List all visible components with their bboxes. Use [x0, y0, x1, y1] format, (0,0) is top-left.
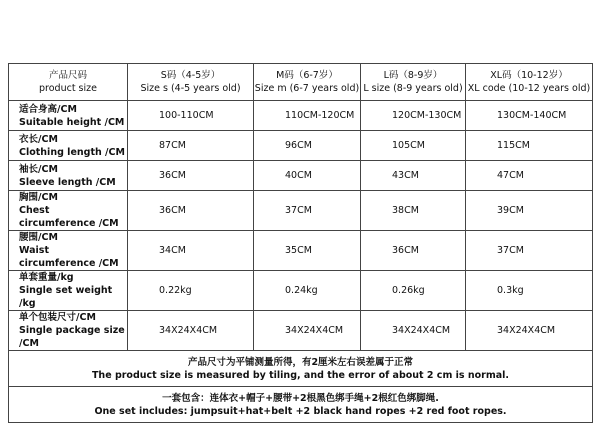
row-label-cell: [9, 131, 128, 161]
row-label-cell: [9, 271, 128, 311]
row-label-zh: 单个包装尺寸/CM: [19, 312, 96, 323]
row-label-zh: 适合身高/CM: [19, 103, 77, 115]
header-size-en: Size m (6-7 years old): [254, 83, 360, 94]
value-cell: 96CM: [254, 131, 361, 161]
row-label-en: Waist circumference /CM: [19, 245, 119, 269]
value-cell: 47CM: [466, 161, 593, 191]
row-label-cell: [9, 161, 128, 191]
value-cell: 34CM: [128, 231, 254, 271]
row-label-en: Sleeve length /CM: [19, 176, 116, 188]
value-cell: 115CM: [466, 131, 593, 161]
header-size-en: XL code (10-12 years old): [467, 83, 591, 94]
value-cell: 105CM: [361, 131, 466, 161]
table-row: [9, 191, 593, 231]
value-cell: 43CM: [361, 161, 466, 191]
header-size-m: [254, 64, 361, 101]
header-label-en: product size: [39, 83, 97, 94]
value-cell: 0.3kg: [466, 271, 593, 311]
value-cell: 0.26kg: [361, 271, 466, 311]
value-cell: 100-110CM: [128, 101, 254, 131]
value-cell: 34X24X4CM: [128, 311, 254, 351]
note-row: [9, 351, 593, 387]
row-label-zh: 衣长/CM: [19, 133, 58, 145]
header-size-xl: [466, 64, 593, 101]
note-zh: 产品尺寸为平铺测量所得，有2厘米左右误差属于正常: [187, 356, 414, 368]
set-contents-note-cell: [9, 387, 593, 423]
header-size-zh: S码（4-5岁）: [160, 70, 221, 81]
header-label-cell: [9, 64, 128, 101]
row-label-cell: [9, 231, 128, 271]
header-size-en: Size s (4-5 years old): [140, 83, 241, 94]
row-label-cell: [9, 191, 128, 231]
value-cell: 39CM: [466, 191, 593, 231]
value-cell: 35CM: [254, 231, 361, 271]
value-cell: 34X24X4CM: [361, 311, 466, 351]
row-label-cell: [9, 101, 128, 131]
value-cell: 110CM-120CM: [254, 101, 361, 131]
header-size-zh: XL码（10-12岁）: [490, 70, 568, 81]
table-row: [9, 161, 593, 191]
row-label-zh: 袖长/CM: [19, 163, 58, 175]
value-cell: 0.24kg: [254, 271, 361, 311]
value-cell: 34X24X4CM: [254, 311, 361, 351]
table-row: [9, 231, 593, 271]
value-cell: 37CM: [466, 231, 593, 271]
row-label-en: Single set weight /kg: [19, 285, 113, 309]
header-size-zh: L码（8-9岁）: [383, 70, 443, 81]
table-row: [9, 131, 593, 161]
row-label-zh: 单套重量/kg: [19, 272, 74, 283]
row-label-en: Single package size /CM: [19, 325, 125, 349]
row-label-zh: 胸围/CM: [19, 192, 58, 203]
value-cell: 87CM: [128, 131, 254, 161]
value-cell: 36CM: [128, 161, 254, 191]
size-chart-table: [8, 63, 593, 423]
header-size-s: [128, 64, 254, 101]
row-label-en: Chest circumference /CM: [19, 205, 119, 229]
value-cell: 36CM: [361, 231, 466, 271]
table-row: [9, 311, 593, 351]
header-row: [9, 64, 593, 101]
value-cell: 130CM-140CM: [466, 101, 593, 131]
value-cell: 38CM: [361, 191, 466, 231]
header-label-zh: 产品尺码: [48, 70, 87, 81]
row-label-en: Clothing length /CM: [19, 146, 125, 158]
value-cell: 37CM: [254, 191, 361, 231]
value-cell: 0.22kg: [128, 271, 254, 311]
header-size-en: L size (8-9 years old): [363, 83, 463, 94]
note-en: One set includes: jumpsuit+hat+belt +2 black hand ropes +2 red foot ropes.: [94, 405, 507, 417]
row-label-cell: [9, 311, 128, 351]
note-en: The product size is measured by tiling, and the error of about 2 cm is normal.: [91, 369, 510, 381]
table-row: [9, 101, 593, 131]
value-cell: 36CM: [128, 191, 254, 231]
note-row: [9, 387, 593, 423]
note-zh: 一套包含：连体衣+帽子+腰带+2根黑色绑手绳+2根红色绑脚绳.: [162, 392, 439, 404]
value-cell: 120CM-130CM: [361, 101, 466, 131]
value-cell: 34X24X4CM: [466, 311, 593, 351]
measurement-note-cell: [9, 351, 593, 387]
header-size-zh: M码（6-7岁）: [276, 70, 338, 81]
header-size-l: [361, 64, 466, 101]
value-cell: 40CM: [254, 161, 361, 191]
table-row: [9, 271, 593, 311]
row-label-en: Suitable height /CM: [19, 116, 125, 128]
row-label-zh: 腰围/CM: [19, 232, 58, 243]
